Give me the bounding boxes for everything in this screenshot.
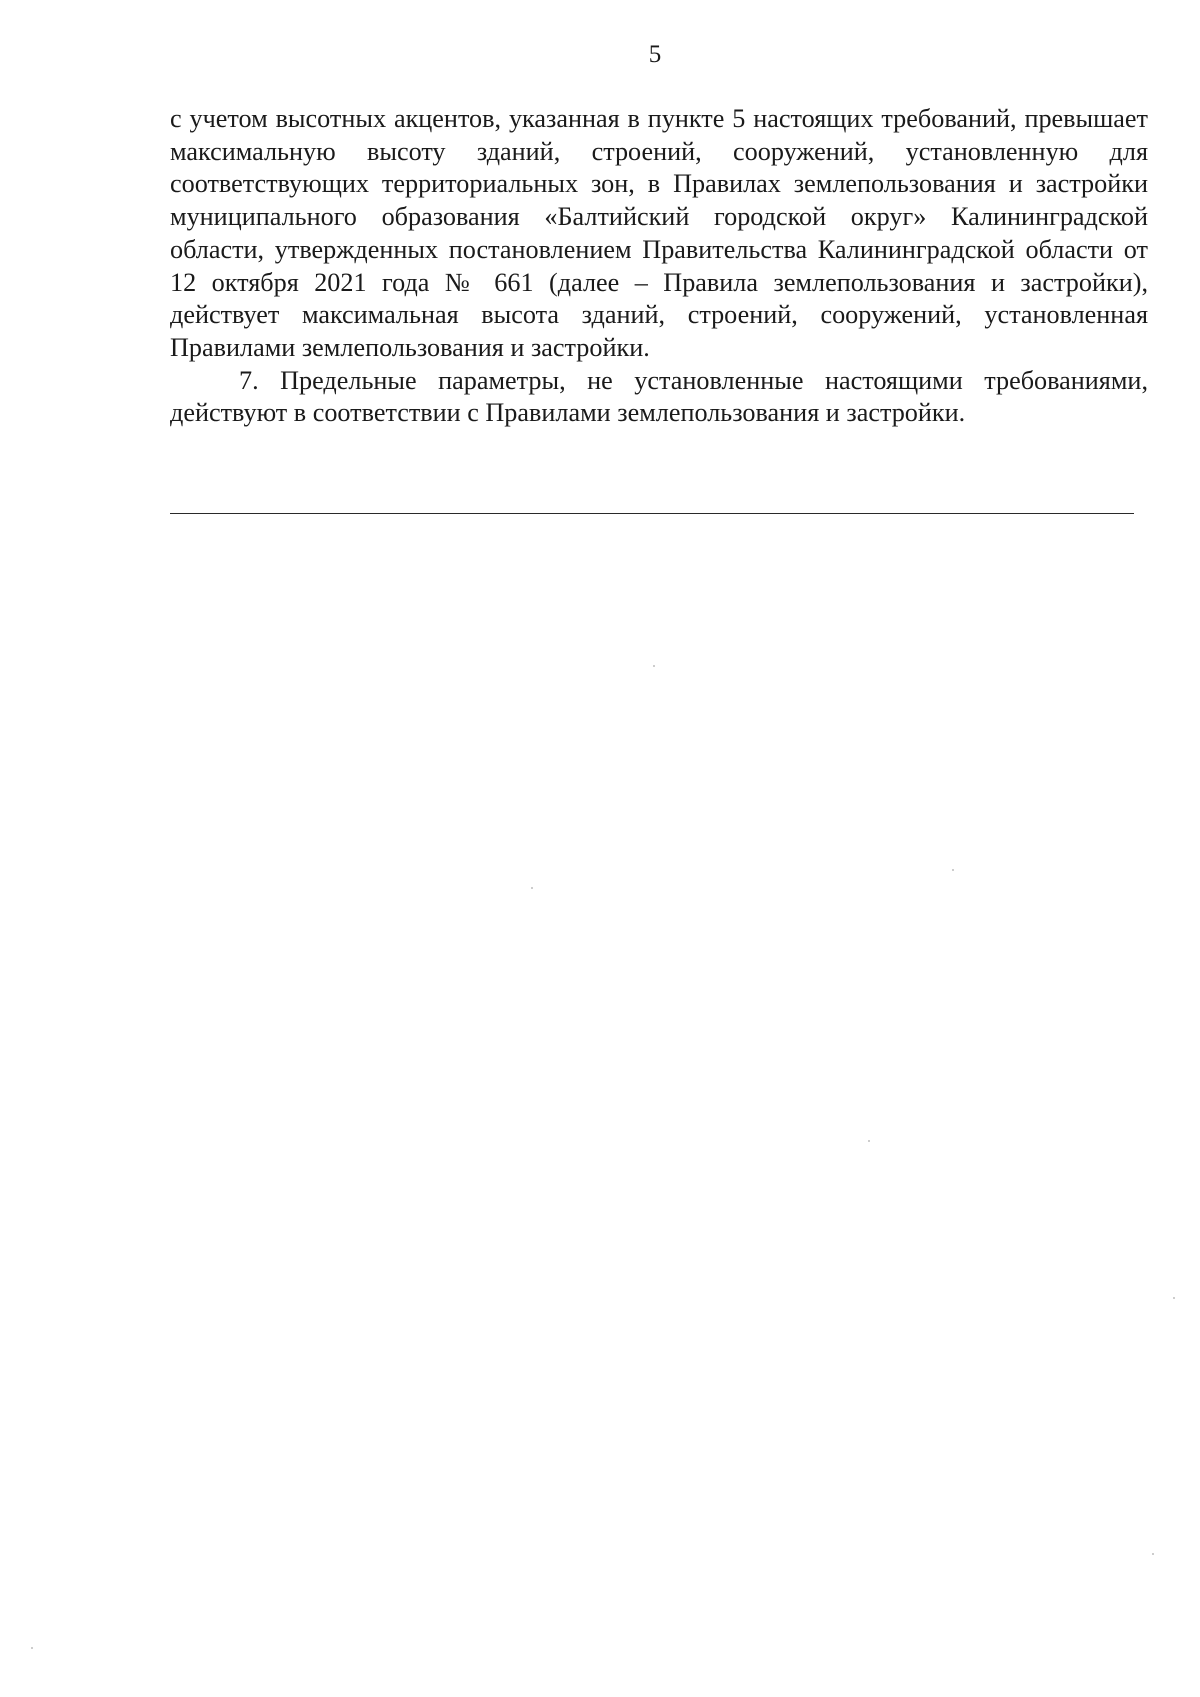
scan-speck xyxy=(653,665,655,667)
scan-speck xyxy=(952,869,954,871)
scan-speck xyxy=(1152,1553,1154,1555)
scan-speck xyxy=(31,1647,33,1649)
paragraph-height-limits: с учетом высотных акцентов, указанная в пункте 5 настоящих требований, превышает максимальную высоту зданий, строений, сооружений, установленную для соответствующих территориальных зон, в Правилах землепользования и застройки муниципального образования «Балтийский городской округ» Калининградской области, утвержденных постановлением Правительства Калининградской области от 12 октября 2021 года № 661 (далее – Правила землепользования и застройки), действует максимальная высота зданий, строений, сооружений, установленная Правилами землепользования и застройки. xyxy=(170,104,1148,362)
scan-speck xyxy=(868,1140,870,1142)
end-of-text-rule xyxy=(170,513,1134,514)
scan-speck xyxy=(1173,1297,1175,1299)
document-body xyxy=(170,103,1148,430)
paragraph-7-limit-parameters: 7. Предельные параметры, не установленные настоящими требованиями, действуют в соответствии с Правилами землепользования и застройки. xyxy=(170,365,1148,428)
page-number: 5 xyxy=(648,41,662,68)
scan-speck xyxy=(531,887,533,889)
